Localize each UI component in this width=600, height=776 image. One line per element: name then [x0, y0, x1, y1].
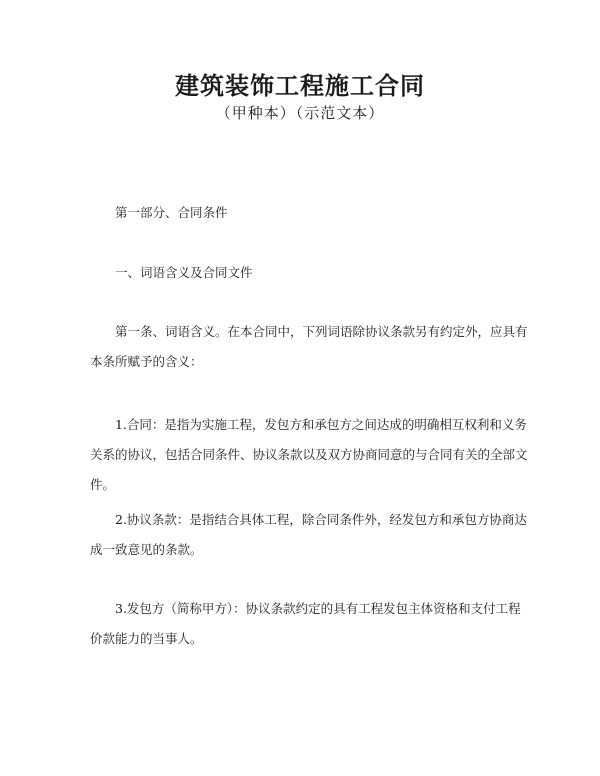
section-heading: 一、词语含义及合同文件	[115, 265, 253, 280]
article-1-paragraph: 第一条、词语含义。在本合同中，下列词语除协议条款另有约定外，应具有本条所赋予的含义：	[90, 324, 528, 369]
definition-agreement-terms: 2.协议条款：是指结合具体工程，除合同条件外，经发包方和承包方协商达成一致意见的条款。	[90, 512, 527, 557]
document-subtitle: （甲种本）（示范文本）	[215, 104, 385, 122]
definition-contract: 1.合同：是指为实施工程，发包方和承包方之间达成的明确相互权利和义务关系的协议，包括合同条件、协议条款以及双方协商同意的与合同有关的全部文件。	[90, 417, 528, 492]
document-title: 建筑装饰工程施工合同	[175, 71, 425, 100]
part-heading: 第一部分、合同条件	[115, 205, 228, 220]
definition-employer: 3.发包方（简称甲方）：协议条款约定的具有工程发包主体资格和支付工程价款能力的当事人。	[90, 601, 521, 646]
